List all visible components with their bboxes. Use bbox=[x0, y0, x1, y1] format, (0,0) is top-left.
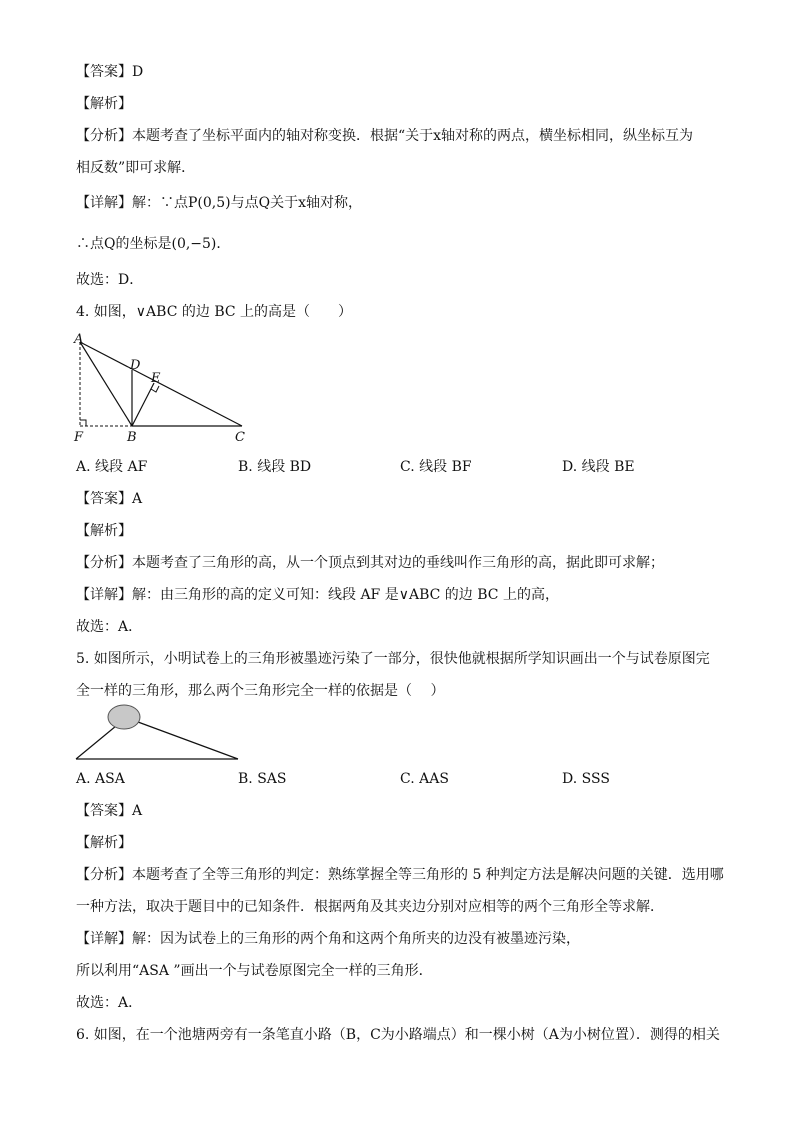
ink-blot bbox=[108, 705, 140, 729]
q4-option-c: C. 线段 BF bbox=[400, 459, 472, 475]
segment-ac bbox=[80, 342, 242, 426]
q4-option-b: B. 线段 BD bbox=[238, 459, 312, 475]
text-line: 【解析】 bbox=[76, 96, 132, 112]
text-line: 【答案】A bbox=[76, 491, 143, 507]
segment-be bbox=[132, 383, 154, 426]
text-line: 【答案】D bbox=[76, 64, 144, 80]
text-line: 全一样的三角形，那么两个三角形完全一样的依据是（ ） bbox=[76, 683, 445, 699]
label-e: E bbox=[151, 371, 161, 386]
text-line: 【解析】 bbox=[76, 523, 132, 539]
text-line: 相反数”即可求解． bbox=[76, 160, 196, 176]
text-line: 故选：A． bbox=[76, 995, 143, 1011]
q5-option-b: B. SAS bbox=[238, 771, 287, 787]
text-line: 故选：A． bbox=[76, 619, 143, 635]
text-line: 【分析】本题考查了坐标平面内的轴对称变换．根据“关于x轴对称的两点，横坐标相同，纵坐标互为 bbox=[76, 128, 694, 144]
text-line: ∴点Q的坐标是(0,−5)． bbox=[76, 236, 231, 252]
text-line: 所以利用“ASA ”画出一个与试卷原图完全一样的三角形． bbox=[76, 963, 433, 979]
text-line: 6. 如图，在一个池塘两旁有一条笔直小路（B，C为小路端点）和一棵小树（A为小树位置）．测得的相关 bbox=[76, 1027, 720, 1043]
text-line: 【分析】本题考查了全等三角形的判定：熟练掌握全等三角形的 5 种判定方法是解决问题的关键．选用哪 bbox=[76, 867, 724, 883]
label-d: D bbox=[130, 358, 141, 373]
right-angle-f bbox=[80, 420, 86, 426]
segment-ab bbox=[80, 342, 132, 426]
text-line: 【答案】A bbox=[76, 803, 143, 819]
figure-q5 bbox=[72, 702, 244, 764]
text-line: 【详解】解：∵点P(0,5)与点Q关于x轴对称， bbox=[76, 195, 362, 211]
q5-option-c: C. AAS bbox=[400, 771, 449, 787]
q5-option-a: A. ASA bbox=[76, 771, 125, 787]
triangle-right-side bbox=[138, 722, 238, 759]
figure-q4 bbox=[70, 332, 260, 447]
q4-option-a: A. 线段 AF bbox=[76, 459, 148, 475]
text-line: 一种方法，取决于题目中的已知条件．根据两角及其夹边分别对应相等的两个三角形全等求解． bbox=[76, 899, 664, 915]
text-line: 故选：D． bbox=[76, 272, 144, 288]
label-c: C bbox=[235, 430, 245, 445]
text-line: 【详解】解：由三角形的高的定义可知：线段 AF 是∨ABC 的边 BC 上的高， bbox=[76, 587, 559, 603]
q4-option-d: D. 线段 BE bbox=[562, 459, 635, 475]
text-line: 【分析】本题考查了三角形的高，从一个顶点到其对边的垂线叫作三角形的高，据此即可求解； bbox=[76, 555, 664, 571]
text-line: 5. 如图所示，小明试卷上的三角形被墨迹污染了一部分，很快他就根据所学知识画出一个与试卷原图完 bbox=[76, 651, 710, 667]
label-a: A bbox=[74, 332, 84, 347]
triangle-left-side bbox=[76, 726, 116, 759]
q5-option-d: D. SSS bbox=[562, 771, 610, 787]
label-b: B bbox=[127, 430, 137, 445]
text-line: 【详解】解：因为试卷上的三角形的两个角和这两个角所夹的边没有被墨迹污染， bbox=[76, 931, 580, 947]
text-line: 【解析】 bbox=[76, 835, 132, 851]
label-f: F bbox=[74, 430, 84, 445]
text-line: 4. 如图，∨ABC 的边 BC 上的高是（ ） bbox=[76, 304, 353, 320]
